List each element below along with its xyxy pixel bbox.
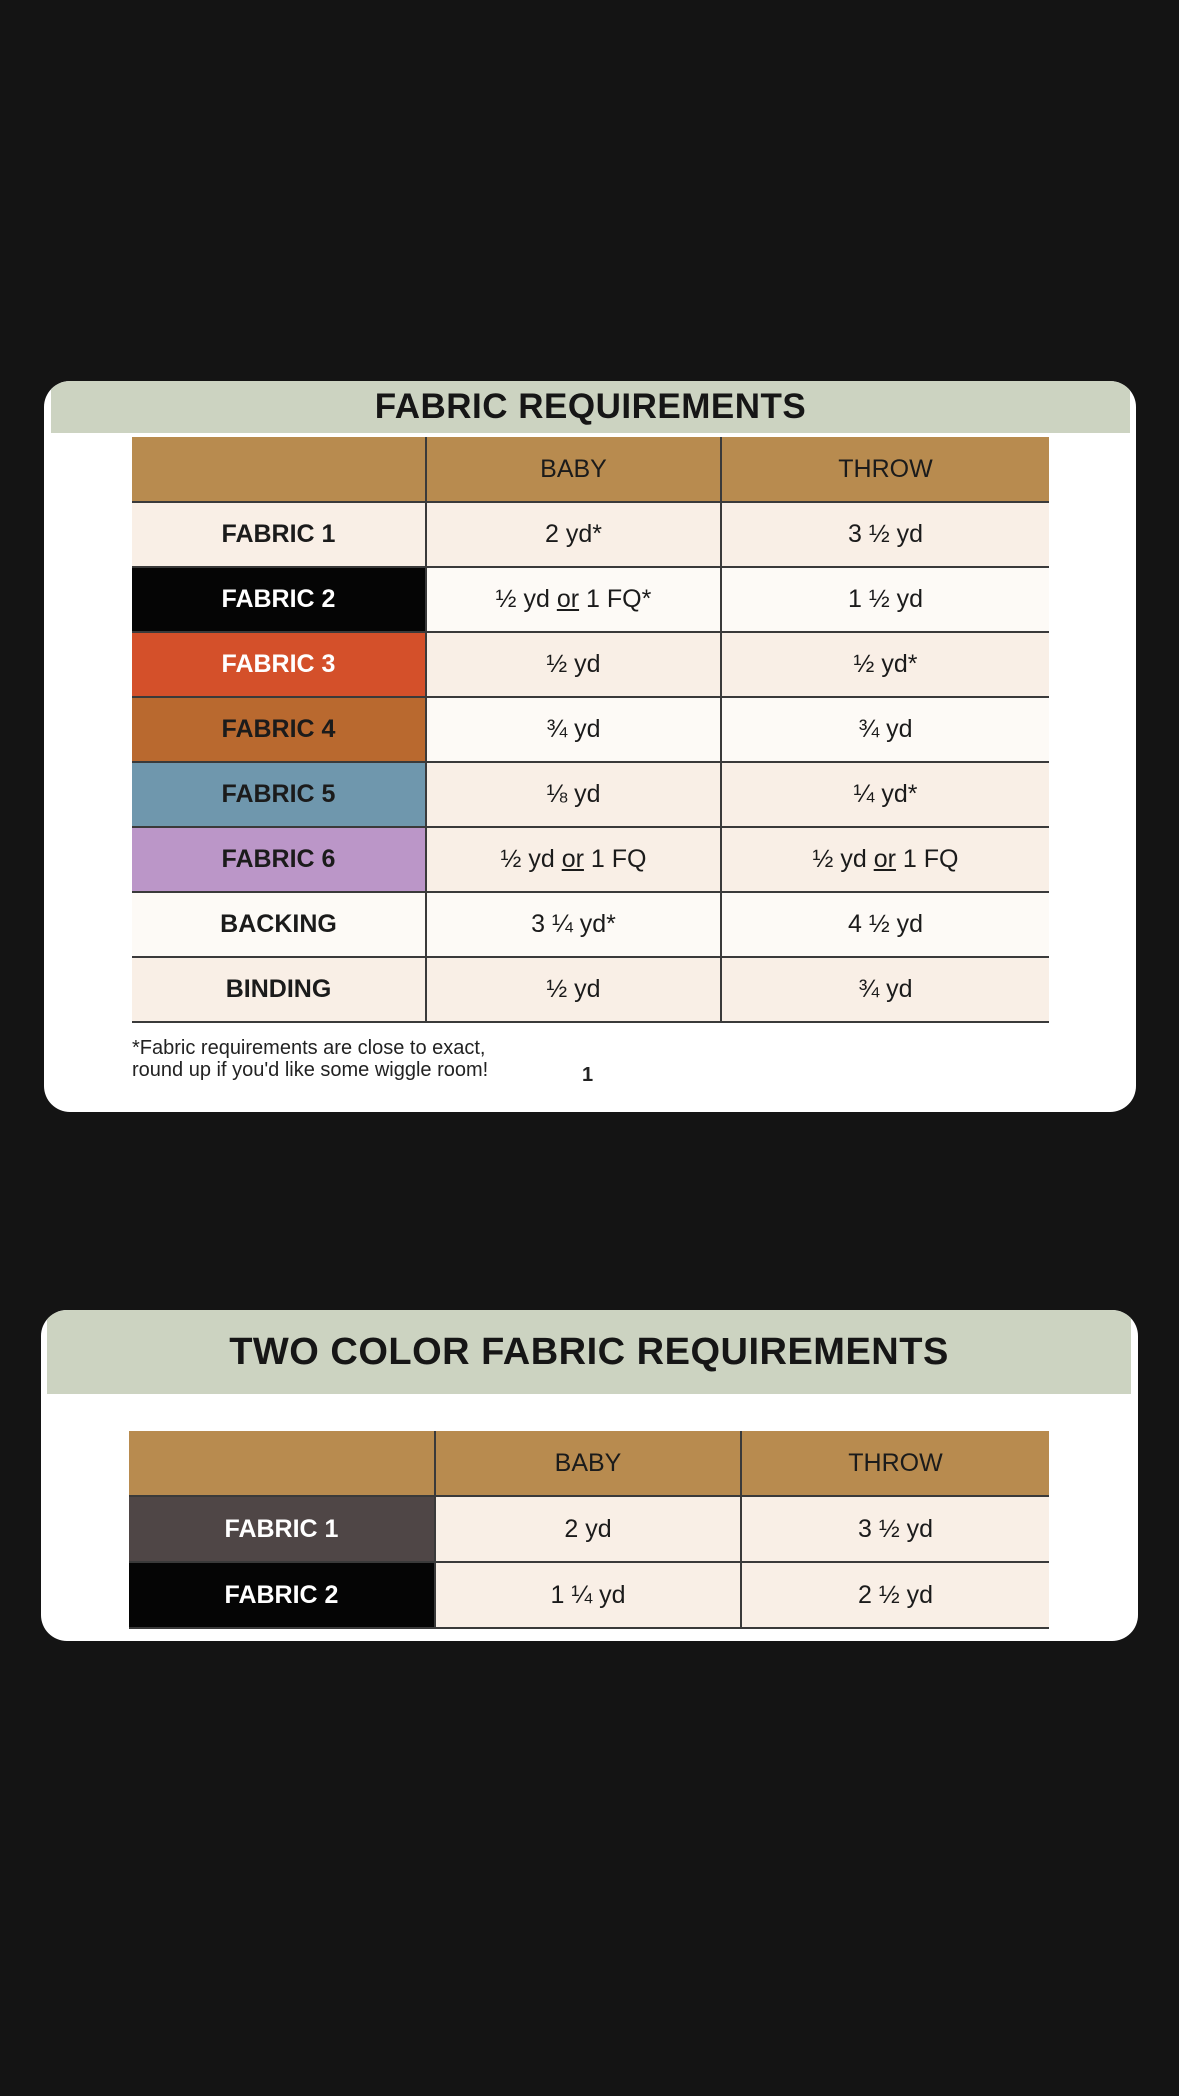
table-row: [132, 762, 1049, 827]
two-color-requirements-card: [41, 1310, 1138, 1641]
table-row: [132, 567, 1049, 632]
table-row: [132, 892, 1049, 957]
page-number: 1: [582, 1064, 594, 1086]
table-row: [132, 827, 1049, 892]
throw-value: ¾ yd: [721, 957, 1049, 1022]
row-label: FABRIC 1: [132, 502, 426, 567]
row-label: FABRIC 5: [132, 762, 426, 827]
card1-title: FABRIC REQUIREMENTS: [51, 381, 1130, 433]
footnote: [132, 1037, 552, 1081]
row-label: FABRIC 4: [132, 697, 426, 762]
baby-value: ½ yd: [426, 957, 721, 1022]
throw-value: 3 ½ yd: [741, 1496, 1049, 1562]
header-cell-empty: [129, 1431, 435, 1496]
fabric-requirements-table: [132, 437, 1049, 1023]
table-row: [129, 1496, 1049, 1562]
header-cell-baby: BABY: [426, 437, 721, 502]
row-label: FABRIC 2: [129, 1562, 435, 1628]
footnote-line-1: *Fabric requirements are close to exact,: [132, 1037, 486, 1059]
row-label: FABRIC 6: [132, 827, 426, 892]
throw-value: ½ yd*: [721, 632, 1049, 697]
card2-title: TWO COLOR FABRIC REQUIREMENTS: [47, 1310, 1131, 1394]
baby-value: 2 yd*: [426, 502, 721, 567]
row-label: BINDING: [132, 957, 426, 1022]
throw-value: ¾ yd: [721, 697, 1049, 762]
baby-value: ½ yd or 1 FQ*: [426, 567, 721, 632]
throw-value: ¼ yd*: [721, 762, 1049, 827]
throw-value: 2 ½ yd: [741, 1562, 1049, 1628]
header-cell-baby: BABY: [435, 1431, 741, 1496]
fabric-requirements-card: [44, 381, 1136, 1112]
baby-value: ¾ yd: [426, 697, 721, 762]
throw-value: 1 ½ yd: [721, 567, 1049, 632]
row-label: FABRIC 1: [129, 1496, 435, 1562]
table-row: [129, 1562, 1049, 1628]
table-row: [132, 957, 1049, 1022]
baby-value: 3 ¼ yd*: [426, 892, 721, 957]
baby-value: ⅛ yd: [426, 762, 721, 827]
row-label: FABRIC 3: [132, 632, 426, 697]
header-cell-throw: THROW: [741, 1431, 1049, 1496]
header-cell-empty: [132, 437, 426, 502]
table-row: [132, 697, 1049, 762]
table-header-row: [132, 437, 1049, 502]
two-color-requirements-table: [129, 1431, 1049, 1629]
table-header-row: [129, 1431, 1049, 1496]
throw-value: 4 ½ yd: [721, 892, 1049, 957]
table-row: [132, 632, 1049, 697]
header-cell-throw: THROW: [721, 437, 1049, 502]
throw-value: ½ yd or 1 FQ: [721, 827, 1049, 892]
baby-value: 1 ¼ yd: [435, 1562, 741, 1628]
baby-value: ½ yd: [426, 632, 721, 697]
row-label: FABRIC 2: [132, 567, 426, 632]
throw-value: 3 ½ yd: [721, 502, 1049, 567]
row-label: BACKING: [132, 892, 426, 957]
footnote-line-2: round up if you'd like some wiggle room!: [132, 1059, 489, 1081]
baby-value: 2 yd: [435, 1496, 741, 1562]
table-row: [132, 502, 1049, 567]
baby-value: ½ yd or 1 FQ: [426, 827, 721, 892]
